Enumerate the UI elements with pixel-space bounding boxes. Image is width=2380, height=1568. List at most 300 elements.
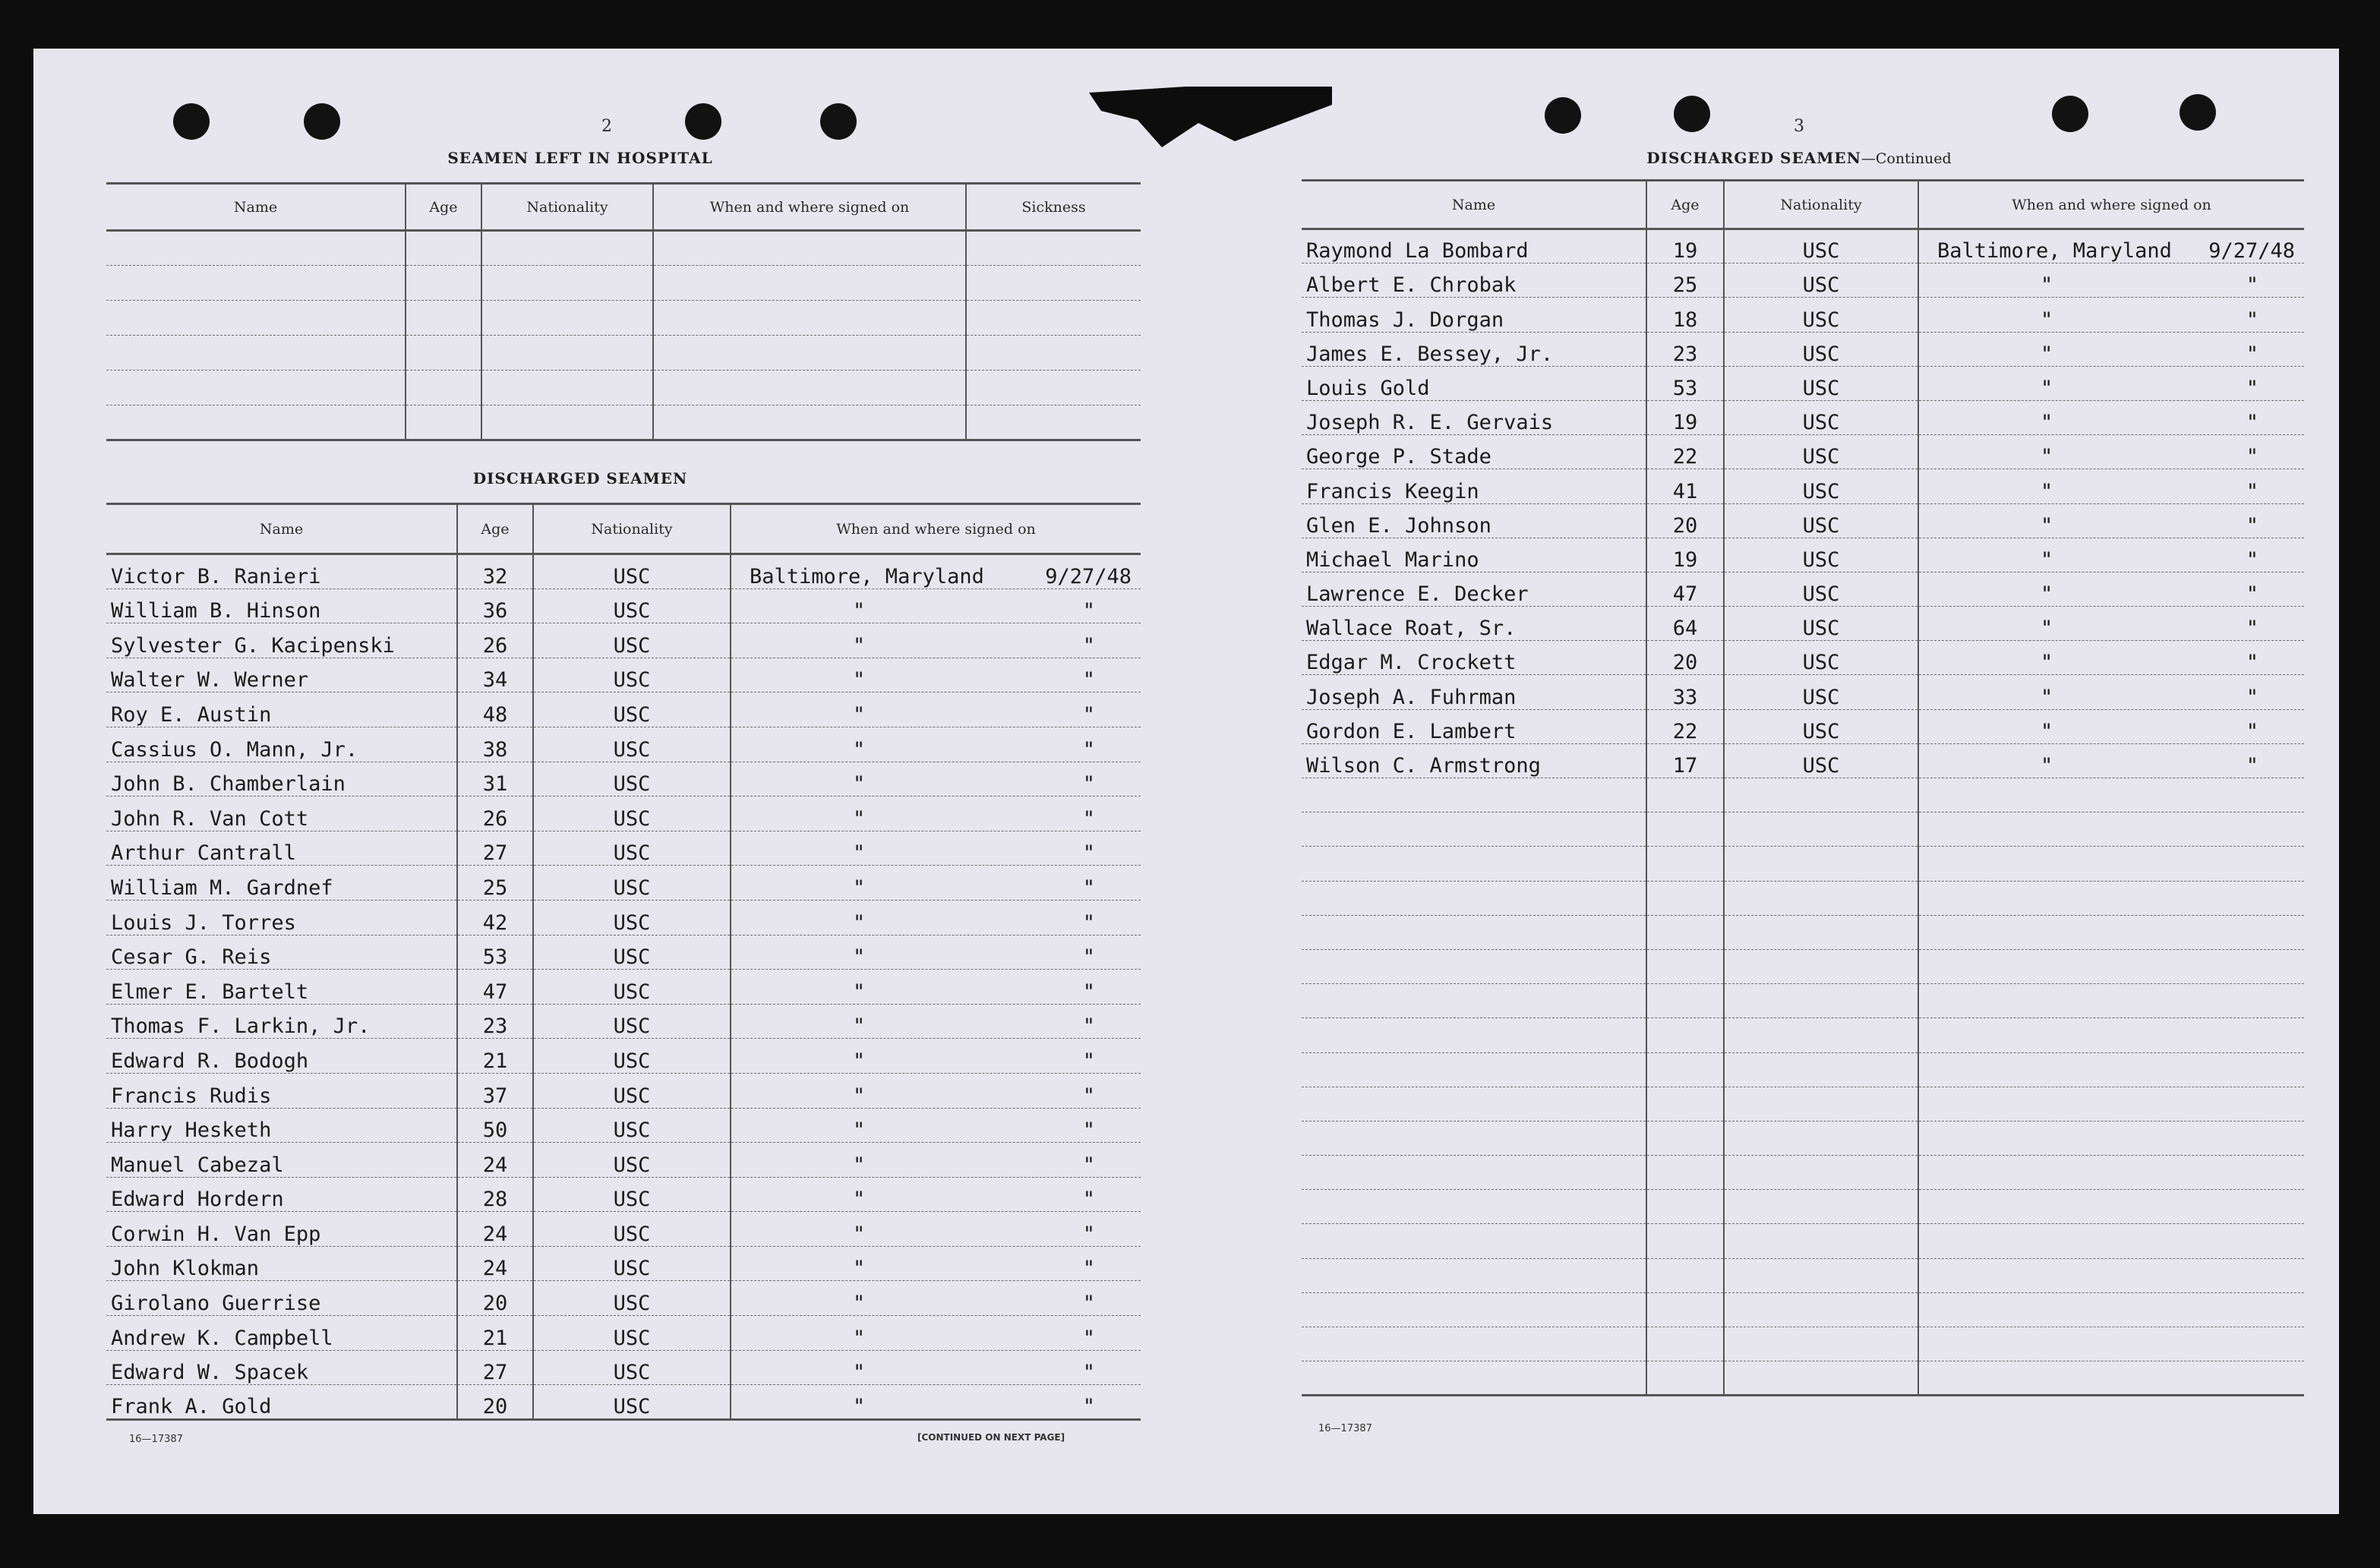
signed-on-cell: [1919, 514, 2304, 538]
col-header-signed-on: When and where signed on: [1918, 181, 2304, 229]
signed-on-date: ": [1082, 875, 1095, 900]
signed-on-place: ": [853, 1257, 866, 1281]
seaman-name: Sylvester G. Kacipenski: [106, 623, 457, 658]
signed-on-place: ": [2041, 754, 2053, 778]
table-row: [1302, 435, 2304, 469]
seaman-age: 18: [1646, 298, 1724, 332]
signed-on-date: ": [1082, 633, 1095, 658]
seaman-age: 53: [457, 935, 533, 970]
table-row: [1302, 847, 2304, 881]
seaman-name: John Klokman: [106, 1246, 457, 1281]
signed-on-cell: [731, 1014, 1141, 1038]
seaman-name: Girolano Guerrise: [106, 1281, 457, 1316]
col-header-nationality: Nationality: [1724, 181, 1918, 229]
empty-row: [106, 405, 1141, 440]
col-header-age: Age: [1646, 181, 1724, 229]
seaman-name: [1302, 1190, 1646, 1224]
signed-on-date: ": [2246, 342, 2258, 366]
seaman-age: [1646, 1121, 1724, 1155]
signed-on-cell: [1919, 308, 2304, 332]
signed-on-date: ": [1082, 910, 1095, 935]
signed-on-cell: [1919, 342, 2304, 366]
signed-on-place: ": [2041, 582, 2053, 607]
col-header-nationality: Nationality: [533, 504, 731, 554]
signed-on-cell: [731, 1395, 1141, 1418]
signed-on-place: ": [853, 1153, 866, 1177]
signed-on-date: ": [2246, 651, 2258, 675]
seaman-age: [1646, 778, 1724, 812]
signed-on-date: ": [1082, 1049, 1095, 1073]
seaman-age: 47: [457, 970, 533, 1005]
seaman-name: Arthur Cantrall: [106, 831, 457, 866]
seaman-nationality: [1724, 949, 1918, 983]
page-number: 2: [601, 117, 612, 136]
col-header-age: Age: [406, 184, 481, 231]
seaman-name: Lawrence E. Decker: [1302, 572, 1646, 606]
signed-on-place: ": [2041, 685, 2053, 709]
seaman-name: Andrew K. Campbell: [106, 1316, 457, 1351]
table-row: [106, 900, 1141, 935]
document-sheet: [33, 49, 2339, 1514]
seaman-age: 64: [1646, 607, 1724, 641]
signed-on-date: ": [1082, 737, 1095, 762]
seaman-name: [1302, 1121, 1646, 1155]
table-row: [106, 866, 1141, 901]
seaman-name: Edward W. Spacek: [106, 1350, 457, 1385]
seaman-name: Raymond La Bombard: [1302, 229, 1646, 263]
seaman-name: Edward Hordern: [106, 1177, 457, 1212]
seaman-name: [1302, 1156, 1646, 1190]
seaman-name: Edward R. Bodogh: [106, 1039, 457, 1074]
seaman-nationality: USC: [1724, 469, 1918, 503]
table-row: [1302, 1292, 2304, 1327]
signed-on-place: ": [853, 875, 866, 900]
seaman-name: [1302, 1224, 1646, 1258]
seaman-name: Manuel Cabezal: [106, 1143, 457, 1178]
signed-on-date: ": [2246, 582, 2258, 607]
seaman-nationality: USC: [533, 1281, 731, 1316]
seaman-nationality: [1724, 1258, 1918, 1292]
signed-on-cell: [731, 703, 1141, 727]
seaman-name: Joseph A. Fuhrman: [1302, 675, 1646, 709]
seaman-nationality: [1724, 1292, 1918, 1327]
seaman-age: 26: [457, 797, 533, 831]
table-row: [1302, 743, 2304, 778]
col-header-sickness: Sickness: [966, 184, 1141, 231]
seaman-name: Michael Marino: [1302, 538, 1646, 572]
seaman-name: [1302, 881, 1646, 915]
section-title: DISCHARGED SEAMEN: [1646, 149, 1861, 167]
seaman-name: Corwin H. Van Epp: [106, 1212, 457, 1247]
seaman-age: 17: [1646, 743, 1724, 778]
seaman-age: 42: [457, 900, 533, 935]
seaman-nationality: USC: [533, 554, 731, 589]
col-header-age: Age: [457, 504, 533, 554]
seaman-age: [1646, 1361, 1724, 1396]
signed-on-cell: [731, 1223, 1141, 1246]
seaman-name: Elmer E. Bartelt: [106, 970, 457, 1005]
signed-on-date: ": [2246, 754, 2258, 778]
table-row: [1302, 1190, 2304, 1224]
seaman-nationality: [1724, 1327, 1918, 1361]
table-row: [1302, 778, 2304, 812]
table-row: [106, 1004, 1141, 1039]
signed-on-date: ": [2246, 308, 2258, 332]
seaman-nationality: USC: [533, 1143, 731, 1178]
seaman-age: 28: [457, 1177, 533, 1212]
table-row: [106, 1039, 1141, 1074]
seaman-nationality: USC: [1724, 298, 1918, 332]
seaman-nationality: [1724, 778, 1918, 812]
seaman-name: Albert E. Chrobak: [1302, 263, 1646, 298]
seaman-name: [1302, 847, 1646, 881]
seaman-nationality: USC: [1724, 229, 1918, 263]
signed-on-place: ": [853, 945, 866, 970]
empty-row: [106, 336, 1141, 371]
signed-on-place: ": [853, 668, 866, 693]
signed-on-place: ": [2041, 617, 2053, 641]
signed-on-cell: [731, 1153, 1141, 1177]
table-row: [106, 1385, 1141, 1420]
seaman-name: [1302, 1258, 1646, 1292]
table-row: [1302, 812, 2304, 847]
signed-on-place: ": [853, 737, 866, 762]
signed-on-place: ": [853, 1326, 866, 1350]
signed-on-place: ": [853, 772, 866, 797]
empty-row: [106, 266, 1141, 301]
seaman-nationality: USC: [533, 762, 731, 797]
seaman-name: Roy E. Austin: [106, 693, 457, 727]
signed-on-cell: [1919, 480, 2304, 503]
signed-on-cell: [1919, 720, 2304, 743]
seaman-age: [1646, 1052, 1724, 1087]
signed-on-cell: [1919, 651, 2304, 674]
seaman-name: Thomas J. Dorgan: [1302, 298, 1646, 332]
seaman-nationality: [1724, 1087, 1918, 1121]
signed-on-cell: [731, 668, 1141, 692]
page-number: 3: [1794, 117, 1804, 136]
seaman-age: [1646, 1156, 1724, 1190]
empty-row: [106, 301, 1141, 336]
seaman-nationality: [1724, 1052, 1918, 1087]
table-row: [1302, 503, 2304, 538]
signed-on-cell: [731, 1257, 1141, 1280]
signed-on-place: ": [2041, 445, 2053, 469]
signed-on-date: ": [1082, 772, 1095, 797]
discharged-table: [106, 503, 1141, 1421]
signed-on-place: ": [2041, 719, 2053, 743]
table-row: [1302, 641, 2304, 675]
signed-on-date: ": [1082, 1292, 1095, 1316]
seaman-name: [1302, 1018, 1646, 1052]
seaman-nationality: USC: [533, 866, 731, 901]
seaman-nationality: USC: [1724, 572, 1918, 606]
seaman-name: Cesar G. Reis: [106, 935, 457, 970]
signed-on-cell: [1919, 754, 2304, 778]
seaman-age: 22: [1646, 709, 1724, 743]
seaman-nationality: USC: [533, 1350, 731, 1385]
table-row: [1302, 1156, 2304, 1190]
seaman-name: [1302, 1361, 1646, 1396]
signed-on-cell: [731, 1049, 1141, 1073]
seaman-name: [1302, 778, 1646, 812]
seaman-nationality: USC: [1724, 743, 1918, 778]
seaman-nationality: USC: [533, 1039, 731, 1074]
table-row: [1302, 229, 2304, 263]
seaman-name: Gordon E. Lambert: [1302, 709, 1646, 743]
signed-on-cell: [731, 1327, 1141, 1350]
seaman-age: [1646, 915, 1724, 949]
table-row: [106, 658, 1141, 693]
seaman-age: [1646, 949, 1724, 983]
seaman-age: 38: [457, 727, 533, 762]
seaman-nationality: [1724, 1156, 1918, 1190]
seaman-name: [1302, 949, 1646, 983]
seaman-name: Francis Keegin: [1302, 469, 1646, 503]
empty-row: [106, 371, 1141, 405]
signed-on-place: ": [853, 806, 866, 831]
signed-on-date: ": [1082, 599, 1095, 623]
signed-on-place: ": [853, 1188, 866, 1212]
signed-on-date: ": [2246, 685, 2258, 709]
signed-on-date: ": [1082, 806, 1095, 831]
signed-on-date: 9/27/48: [2208, 239, 2295, 263]
seaman-age: 20: [457, 1281, 533, 1316]
signed-on-cell: [731, 1361, 1141, 1384]
seaman-name: [1302, 1327, 1646, 1361]
seaman-name: Wilson C. Armstrong: [1302, 743, 1646, 778]
signed-on-place: ": [853, 1049, 866, 1073]
seaman-nationality: [1724, 1361, 1918, 1396]
seaman-name: Victor B. Ranieri: [106, 554, 457, 589]
seaman-name: George P. Stade: [1302, 435, 1646, 469]
signed-on-place: ": [2041, 513, 2053, 538]
seaman-age: [1646, 812, 1724, 847]
right-page: [1188, 49, 2339, 1514]
seaman-age: 47: [1646, 572, 1724, 606]
table-row: [1302, 709, 2304, 743]
signed-on-date: ": [2246, 376, 2258, 400]
form-number: 16—17387: [129, 1434, 183, 1445]
seaman-nationality: [1724, 812, 1918, 847]
signed-on-place: ": [853, 980, 866, 1004]
table-row: [1302, 298, 2304, 332]
hospital-table: [106, 182, 1141, 441]
seaman-age: 23: [457, 1004, 533, 1039]
signed-on-cell: [1919, 239, 2304, 263]
seaman-name: Walter W. Werner: [106, 658, 457, 693]
signed-on-place: ": [2041, 479, 2053, 503]
seaman-age: 48: [457, 693, 533, 727]
seaman-nationality: [1724, 1224, 1918, 1258]
signed-on-cell: [731, 911, 1141, 935]
col-header-name: Name: [106, 184, 406, 231]
signed-on-date: ": [2246, 547, 2258, 572]
left-page: [33, 49, 1173, 1514]
seaman-name: [1302, 984, 1646, 1018]
signed-on-place: ": [853, 1084, 866, 1108]
seaman-name: William B. Hinson: [106, 588, 457, 623]
signed-on-date: ": [2246, 479, 2258, 503]
seaman-nationality: USC: [1724, 538, 1918, 572]
seaman-name: Joseph R. E. Gervais: [1302, 400, 1646, 434]
signed-on-cell: [1919, 582, 2304, 606]
seaman-age: [1646, 1224, 1724, 1258]
signed-on-cell: [731, 1084, 1141, 1108]
signed-on-cell: [1919, 686, 2304, 709]
table-row: [106, 623, 1141, 658]
signed-on-place: ": [853, 1361, 866, 1385]
seaman-nationality: USC: [1724, 641, 1918, 675]
signed-on-date: ": [2246, 273, 2258, 298]
signed-on-place: ": [853, 702, 866, 727]
signed-on-date: ": [1082, 1084, 1095, 1108]
signed-on-date: ": [1082, 1257, 1095, 1281]
table-row: [106, 831, 1141, 866]
continued-label: —Continued: [1861, 150, 1952, 167]
signed-on-cell: [1919, 377, 2304, 400]
signed-on-place: ": [2041, 547, 2053, 572]
seaman-name: Wallace Roat, Sr.: [1302, 607, 1646, 641]
seaman-age: [1646, 984, 1724, 1018]
seaman-age: 24: [457, 1143, 533, 1178]
table-row: [106, 1246, 1141, 1281]
seaman-age: [1646, 1087, 1724, 1121]
seaman-name: Louis Gold: [1302, 366, 1646, 400]
seaman-nationality: USC: [533, 1108, 731, 1143]
table-row: [106, 1143, 1141, 1178]
seaman-age: 23: [1646, 332, 1724, 366]
seaman-nationality: [1724, 847, 1918, 881]
signed-on-place: ": [853, 1222, 866, 1246]
seaman-age: [1646, 1292, 1724, 1327]
signed-on-date: ": [2246, 719, 2258, 743]
table-row: [106, 970, 1141, 1005]
seaman-age: 24: [457, 1246, 533, 1281]
signed-on-date: ": [2246, 411, 2258, 435]
table-row: [106, 588, 1141, 623]
signed-on-place: ": [853, 1394, 866, 1418]
signed-on-date: ": [2246, 617, 2258, 641]
seaman-nationality: USC: [533, 1073, 731, 1108]
table-row: [106, 1281, 1141, 1316]
seaman-name: William M. Gardnef: [106, 866, 457, 901]
table-row: [1302, 1258, 2304, 1292]
table-row: [1302, 915, 2304, 949]
seaman-nationality: USC: [1724, 607, 1918, 641]
signed-on-date: 9/27/48: [1045, 564, 1132, 588]
seaman-nationality: USC: [533, 900, 731, 935]
table-row: [106, 1350, 1141, 1385]
table-row: [1302, 366, 2304, 400]
seaman-nationality: USC: [533, 935, 731, 970]
seaman-nationality: USC: [1724, 400, 1918, 434]
signed-on-place: ": [2041, 651, 2053, 675]
signed-on-date: ": [1082, 980, 1095, 1004]
table-row: [1302, 675, 2304, 709]
table-row: [1302, 1361, 2304, 1396]
seaman-name: [1302, 1292, 1646, 1327]
seaman-age: 20: [457, 1385, 533, 1420]
seaman-nationality: [1724, 984, 1918, 1018]
seaman-nationality: USC: [533, 797, 731, 831]
signed-on-place: ": [2041, 308, 2053, 332]
seaman-name: James E. Bessey, Jr.: [1302, 332, 1646, 366]
seaman-age: [1646, 881, 1724, 915]
form-number: 16—17387: [1318, 1423, 1372, 1434]
table-row: [1302, 572, 2304, 606]
signed-on-date: ": [1082, 1118, 1095, 1143]
hospital-section-title: SEAMEN LEFT IN HOSPITAL: [447, 149, 713, 167]
seaman-nationality: USC: [1724, 675, 1918, 709]
signed-on-place: ": [853, 1292, 866, 1316]
col-header-signed-on: When and where signed on: [731, 504, 1141, 554]
seaman-nationality: USC: [1724, 263, 1918, 298]
col-header-nationality: Nationality: [481, 184, 653, 231]
seaman-nationality: USC: [533, 588, 731, 623]
seaman-age: 36: [457, 588, 533, 623]
seaman-nationality: USC: [533, 693, 731, 727]
signed-on-cell: [731, 772, 1141, 796]
signed-on-date: ": [1082, 945, 1095, 970]
signed-on-place: ": [2041, 376, 2053, 400]
empty-row: [106, 231, 1141, 266]
signed-on-date: ": [1082, 668, 1095, 693]
seaman-age: 32: [457, 554, 533, 589]
table-row: [1302, 469, 2304, 503]
signed-on-cell: [1919, 445, 2304, 469]
signed-on-place: ": [853, 599, 866, 623]
table-row: [106, 797, 1141, 831]
signed-on-date: ": [1082, 1188, 1095, 1212]
seaman-name: [1302, 812, 1646, 847]
seaman-name: Harry Hesketh: [106, 1108, 457, 1143]
seaman-age: [1646, 1190, 1724, 1224]
signed-on-cell: [1919, 617, 2304, 640]
signed-on-date: ": [1082, 1326, 1095, 1350]
seaman-nationality: USC: [533, 1316, 731, 1351]
signed-on-place: ": [2041, 342, 2053, 366]
seaman-nationality: USC: [533, 623, 731, 658]
seaman-age: 33: [1646, 675, 1724, 709]
seaman-nationality: USC: [1724, 332, 1918, 366]
signed-on-date: ": [1082, 1361, 1095, 1385]
seaman-age: [1646, 847, 1724, 881]
signed-on-cell: [731, 738, 1141, 762]
seaman-age: [1646, 1258, 1724, 1292]
table-row: [1302, 984, 2304, 1018]
signed-on-place: ": [853, 910, 866, 935]
seaman-age: 53: [1646, 366, 1724, 400]
signed-on-cell: [1919, 548, 2304, 572]
discharged-continued-title: [1552, 149, 2046, 167]
table-row: [1302, 1121, 2304, 1155]
seaman-nationality: USC: [1724, 435, 1918, 469]
table-row: [1302, 881, 2304, 915]
table-row: [1302, 1327, 2304, 1361]
table-row: [106, 1177, 1141, 1212]
seaman-nationality: USC: [533, 1246, 731, 1281]
seaman-nationality: USC: [1724, 503, 1918, 538]
signed-on-place: ": [853, 841, 866, 866]
seaman-name: Glen E. Johnson: [1302, 503, 1646, 538]
seaman-nationality: USC: [533, 658, 731, 693]
seaman-name: Edgar M. Crockett: [1302, 641, 1646, 675]
seaman-name: Francis Rudis: [106, 1073, 457, 1108]
signed-on-cell: [731, 634, 1141, 658]
table-row: [106, 1073, 1141, 1108]
signed-on-cell: [731, 565, 1141, 588]
